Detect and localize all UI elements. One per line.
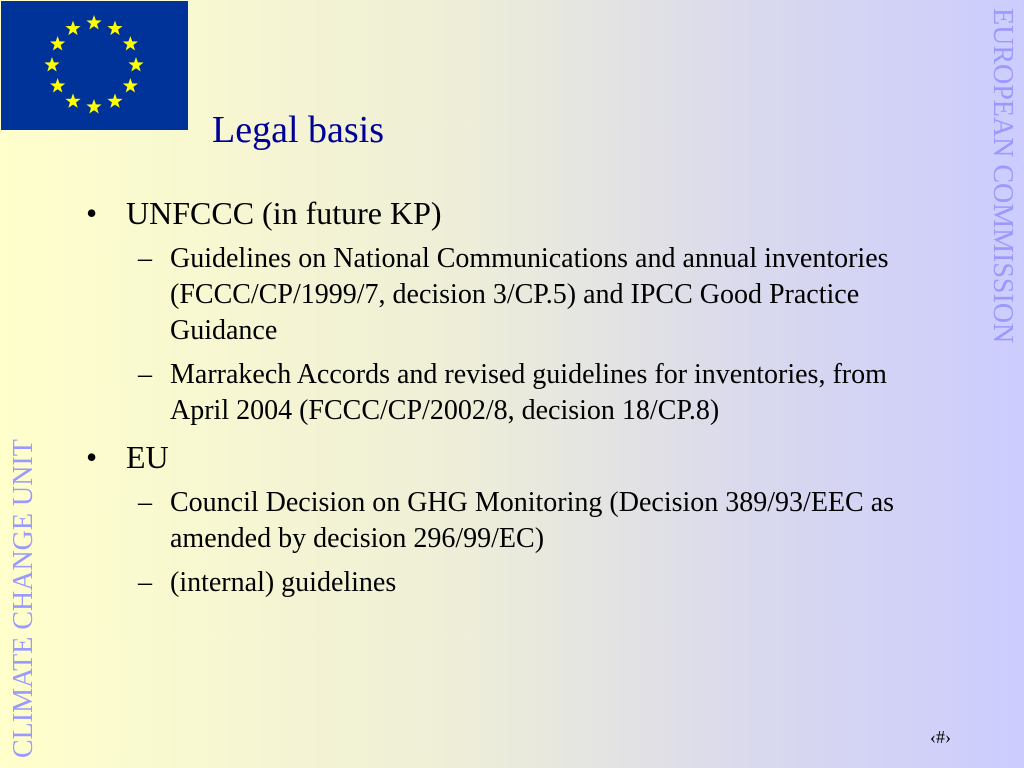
sub-bullet-marker: –	[138, 359, 152, 390]
side-label-climate-change-unit: CLIMATE CHANGE UNIT	[8, 439, 39, 758]
sub-bullet-item	[86, 241, 916, 349]
sub-bullet-list	[86, 241, 916, 429]
bullet-item	[86, 193, 916, 233]
page-number: ‹#›	[930, 727, 951, 747]
sub-bullet-text: Guidelines on National Communications and annual inventories (FCCC/CP/1999/7, decision 3/CP.5) and IPCC Good Practice Guidance	[170, 243, 889, 346]
sub-bullet-marker: –	[138, 567, 152, 598]
bullet-text: EU	[126, 439, 169, 475]
sub-bullet-list	[86, 485, 916, 601]
slide-title: Legal basis	[212, 109, 385, 151]
sub-bullet-text: Council Decision on GHG Monitoring (Decision 389/93/EEC as amended by decision 296/99/EC)	[170, 487, 895, 554]
sub-bullet-marker: –	[138, 487, 152, 518]
bullet-marker: •	[86, 439, 98, 475]
bullet-text: UNFCCC (in future KP)	[126, 195, 442, 231]
sub-bullet-item	[86, 485, 916, 557]
bullet-list	[86, 193, 916, 609]
bullet-marker: •	[86, 195, 98, 231]
sub-bullet-text: (internal) guidelines	[170, 567, 397, 598]
eu-flag-icon	[1, 1, 188, 130]
sub-bullet-text: Marrakech Accords and revised guidelines for inventories, from April 2004 (FCCC/CP/2002/8, decision 18/CP.8)	[170, 359, 887, 426]
sub-bullet-item	[86, 565, 916, 601]
side-label-european-commission: EUROPEAN COMMISSION	[987, 8, 1018, 344]
sub-bullet-item	[86, 357, 916, 429]
sub-bullet-marker: –	[138, 243, 152, 274]
bullet-item	[86, 437, 916, 477]
